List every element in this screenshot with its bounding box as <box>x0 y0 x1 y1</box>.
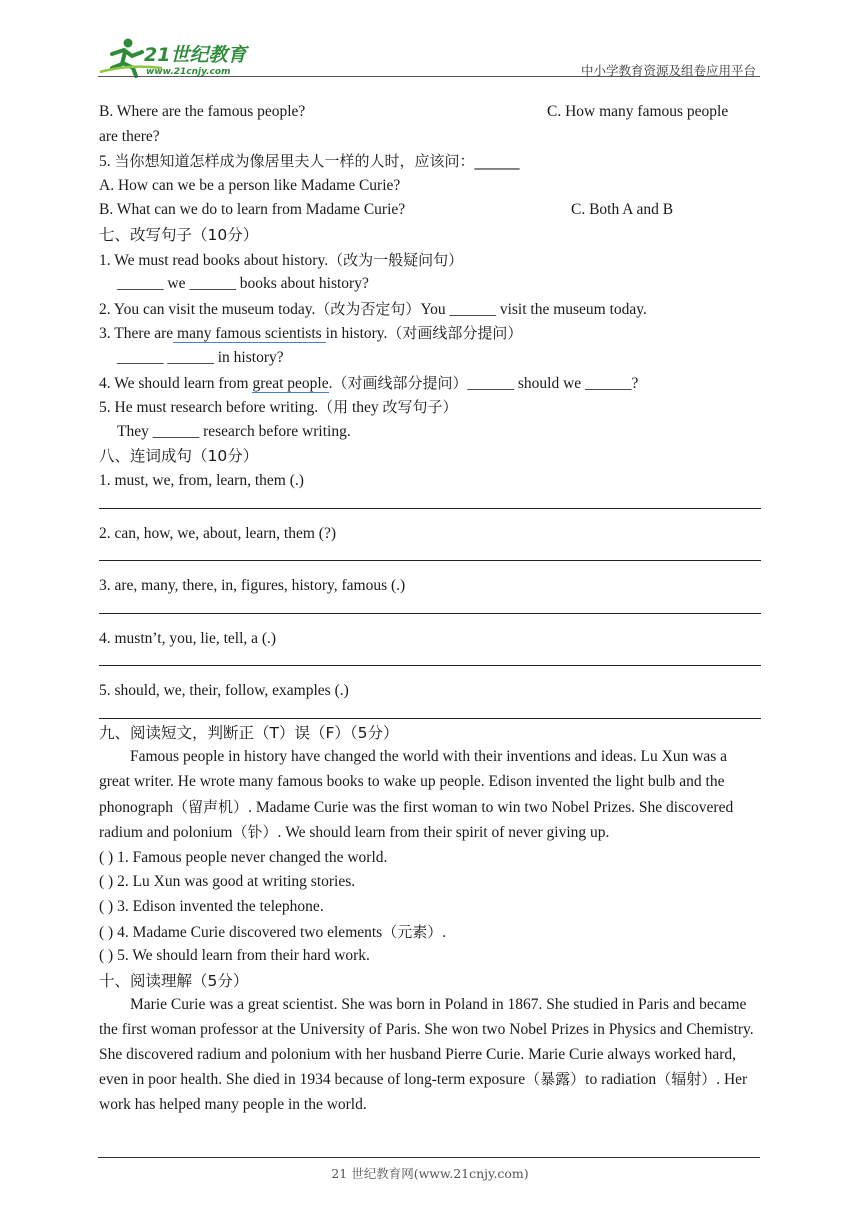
svg-text:www.21cnjy.com: www.21cnjy.com <box>146 67 231 77</box>
s9-item-5: ( ) 5. We should learn from their hard work. <box>99 947 370 965</box>
logo <box>98 34 268 78</box>
page-header <box>98 34 760 78</box>
platform-title: 中小学教育资源及组卷应用平台 <box>580 63 756 78</box>
footer-divider <box>98 1157 760 1158</box>
exam-content <box>99 100 761 1117</box>
s7-item-5-answer: They ______ research before writing. <box>117 422 351 440</box>
svg-text:21世纪教育: 21世纪教育 <box>144 44 247 66</box>
s9-item-3: ( ) 3. Edison invented the telephone. <box>99 898 324 916</box>
runner-logo-icon <box>98 34 268 78</box>
answer-line[interactable] <box>99 718 761 719</box>
s7-item-3-answer: ______ ______ in history? <box>117 348 284 366</box>
q4-option-c-cont: are there? <box>99 127 160 145</box>
s7-item-1: 1. We must read books about history.（改为一般疑问句） <box>99 250 464 269</box>
s7-item-2: 2. You can visit the museum today.（改为否定句）You ______ visit the museum today. <box>99 299 647 318</box>
q5-stem: 5. 当你想知道怎样成为像居里夫人一样的人时，应该问：______ <box>99 152 520 171</box>
s9-item-1: ( ) 1. Famous people never changed the world. <box>99 848 388 866</box>
s8-item-2: 2. can, how, we, about, learn, them (?) <box>99 524 337 542</box>
q5-option-c: C. Both A and B <box>571 201 674 219</box>
q5-options-bc <box>99 198 761 223</box>
q5-option-b: B. What can we do to learn from Madame Curie? <box>99 201 406 219</box>
q5-option-a: A. How can we be a person like Madame Curie? <box>99 176 401 194</box>
s7-item-4: 4. We should learn from great people.（对画线部分提问）______ should we ______? <box>99 373 639 392</box>
q4-option-c: C. How many famous people <box>547 103 729 120</box>
header-divider <box>98 76 760 77</box>
s8-item-4: 4. mustn’t, you, lie, tell, a (.) <box>99 629 277 647</box>
s10-passage: Marie Curie was a great scientist. She was born in Poland in 1867. She studied in Paris and became the first woman professor at the University of Paris. She won two Nobel Prizes in Physics and Chemistry. She discovered radium and polonium with her husband Pierre Curie. Marie Curie always worked hard, even in poor health. She died in 1934 because of long-term exposure（暴露）to radiation（辐射）. Her work has helped many people in the world. <box>99 996 754 1113</box>
answer-line[interactable] <box>99 560 761 561</box>
section-9-title: 九、阅读短文，判断正（T）误（F）（5分） <box>99 723 399 742</box>
underlined-phrase: many famous scientists <box>173 325 326 343</box>
answer-line[interactable] <box>99 665 761 666</box>
answer-line[interactable] <box>99 613 761 614</box>
underlined-phrase: great people <box>252 374 329 392</box>
s9-item-2: ( ) 2. Lu Xun was good at writing stories. <box>99 873 356 891</box>
s7-item-3: 3. There are many famous scientists in history.（对画线部分提问） <box>99 324 523 343</box>
q4-option-b: B. Where are the famous people? <box>99 103 306 120</box>
s8-item-1: 1. must, we, from, learn, them (.) <box>99 471 304 489</box>
s8-item-5: 5. should, we, their, follow, examples (.) <box>99 682 349 700</box>
section-8-title: 八、连词成句（10分） <box>99 447 259 466</box>
section-7-title: 七、改写句子（10分） <box>99 225 259 244</box>
s7-item-5: 5. He must research before writing.（用 they 改写句子） <box>99 398 458 417</box>
section-10-title: 十、阅读理解（5分） <box>99 971 249 990</box>
answer-line[interactable] <box>99 508 761 509</box>
q4-options-line <box>99 100 761 125</box>
s7-item-1-answer: ______ we ______ books about history? <box>117 275 369 293</box>
s9-item-4: ( ) 4. Madame Curie discovered two elements（元素）. <box>99 922 447 941</box>
s8-item-3: 3. are, many, there, in, figures, history, famous (.) <box>99 577 406 595</box>
s9-passage: Famous people in history have changed the world with their inventions and ideas. Lu Xun was a great writer. He wrote many famous books to wake up people. Edison invented the light bulb and the phonograph（留声机）. Madame Curie was the first woman to win two Nobel Prizes. She discovered radium and polonium（钋）. We should learn from their spirit of never giving up. <box>99 748 734 842</box>
footer-text: 21 世纪教育网(www.21cnjy.com) <box>331 1166 529 1181</box>
